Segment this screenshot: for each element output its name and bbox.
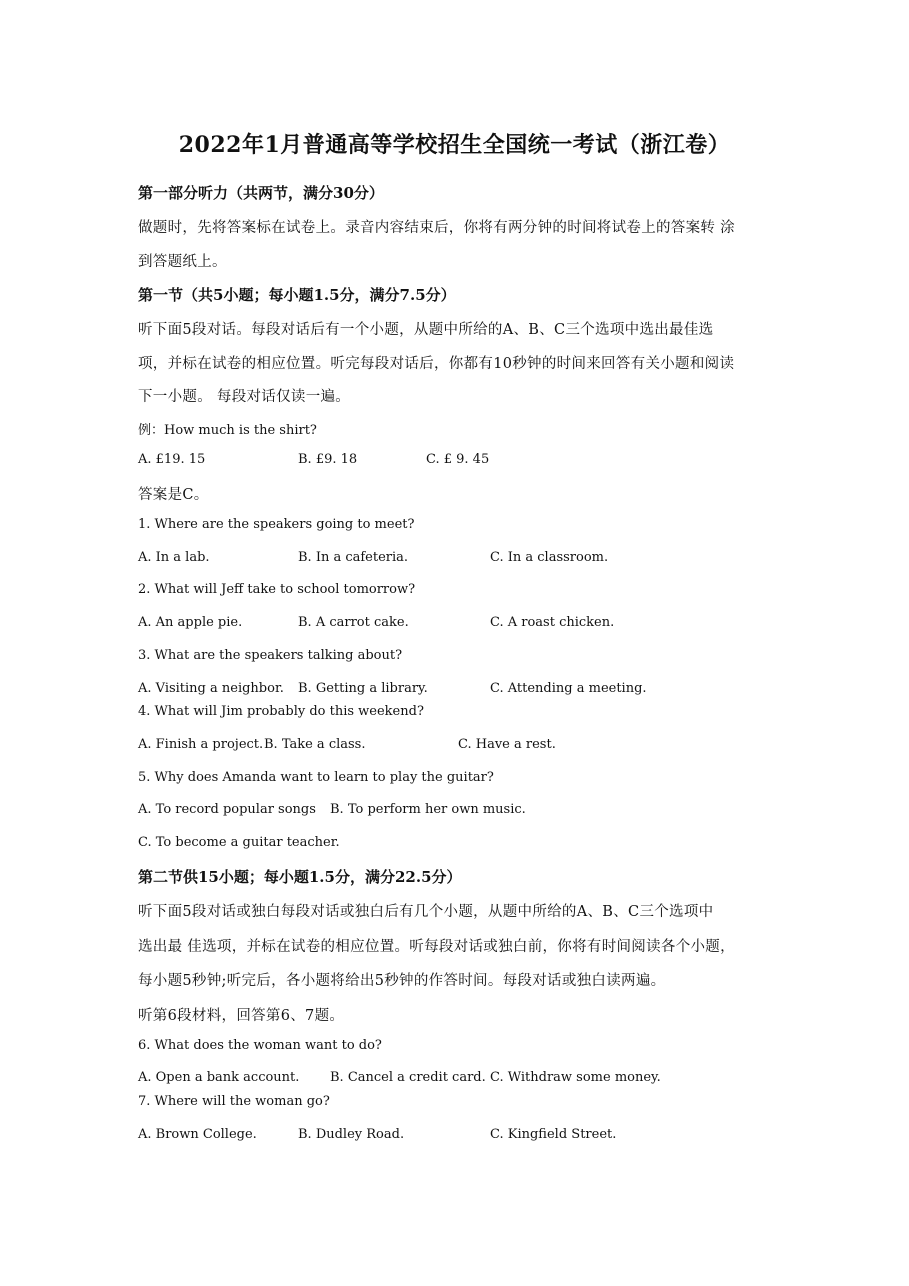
section2-instruction-line1: 听下面5段对话或独白每段对话或独白后有几个小题，从题中所给的A、B、C三个选项中	[138, 904, 714, 920]
section2-instruction-line2: 选出最 佳选项，并标在试卷的相应位置。听每段对话或独白前，你将有时间阅读各个小题，	[138, 939, 735, 955]
question-5: 5. Why does Amanda want to learn to play the guitar?	[138, 770, 494, 785]
q3-option-c: C. Attending a meeting.	[490, 681, 647, 696]
q5-option-b: B. To perform her own music.	[330, 802, 526, 817]
part1-instruction-line2: 到答题纸上。	[138, 254, 227, 270]
q5-option-c: C. To become a guitar teacher.	[138, 835, 340, 850]
question-2: 2. What will Jeff take to school tomorrow?	[138, 582, 416, 597]
section1-instruction-line1: 听下面5段对话。每段对话后有一个小题，从题中所给的A、B、C三个选项中选出最佳选	[138, 322, 714, 338]
q1-option-b: B. In a cafeteria.	[298, 550, 409, 565]
material-6-instruction: 听第6段材料，回答第6、7题。	[138, 1008, 345, 1024]
section2-instruction-line3: 每小题5秒钟;听完后，各小题将给出5秒钟的作答时间。每段对话或独白读两遍。	[138, 973, 666, 989]
question-6: 6. What does the woman want to do?	[138, 1038, 382, 1053]
q3-option-b: B. Getting a library.	[298, 681, 428, 696]
q2-option-b: B. A carrot cake.	[298, 615, 409, 630]
question-4: 4. What will Jim probably do this weekend?	[138, 704, 424, 719]
q4-option-c: C. Have a rest.	[458, 737, 556, 752]
q1-option-a: A. In a lab.	[138, 550, 210, 565]
q7-option-a: A. Brown College.	[138, 1127, 257, 1142]
q6-option-c: C. Withdraw some money.	[490, 1070, 661, 1085]
example-answer: 答案是C。	[138, 487, 209, 503]
q3-option-a: A. Visiting a neighbor.	[138, 681, 284, 696]
section1-instruction-line3: 下一小题。 每段对话仅读一遍。	[138, 389, 351, 405]
q6-option-b: B. Cancel a credit card.	[330, 1070, 486, 1085]
section1-heading: 第一节（共5小题；每小题1.5分，满分7.5分）	[138, 286, 456, 304]
exam-title: 2022年1月普通高等学校招生全国统一考试（浙江卷）	[178, 132, 731, 158]
example-option-b: B. £9. 18	[298, 452, 358, 467]
q7-option-c: C. Kingfield Street.	[490, 1127, 617, 1142]
part1-heading: 第一部分听力（共两节，满分30分）	[138, 184, 384, 202]
q2-option-c: C. A roast chicken.	[490, 615, 615, 630]
q6-option-a: A. Open a bank account.	[138, 1070, 300, 1085]
example-option-c: C. £ 9. 45	[426, 452, 490, 467]
q1-option-c: C. In a classroom.	[490, 550, 609, 565]
section2-heading: 第二节供15小题；每小题1.5分，满分22.5分）	[138, 868, 462, 886]
question-3: 3. What are the speakers talking about?	[138, 648, 403, 663]
section1-instruction-line2: 项，并标在试卷的相应位置。听完每段对话后，你都有10秒钟的时间来回答有关小题和阅读	[138, 356, 735, 372]
q5-option-a: A. To record popular songs	[138, 802, 316, 817]
q2-option-a: A. An apple pie.	[138, 615, 243, 630]
q4-option-a: A. Finish a project.	[138, 737, 264, 752]
example-option-a: A. £19. 15	[138, 452, 206, 467]
example-question: 例：How much is the shirt?	[138, 423, 317, 438]
q4-option-b: B. Take a class.	[264, 737, 366, 752]
q7-option-b: B. Dudley Road.	[298, 1127, 405, 1142]
part1-instruction-line1: 做题时，先将答案标在试卷上。录音内容结束后，你将有两分钟的时间将试卷上的答案转 涂	[138, 220, 735, 236]
question-7: 7. Where will the woman go?	[138, 1094, 330, 1109]
question-1: 1. Where are the speakers going to meet?	[138, 517, 415, 532]
